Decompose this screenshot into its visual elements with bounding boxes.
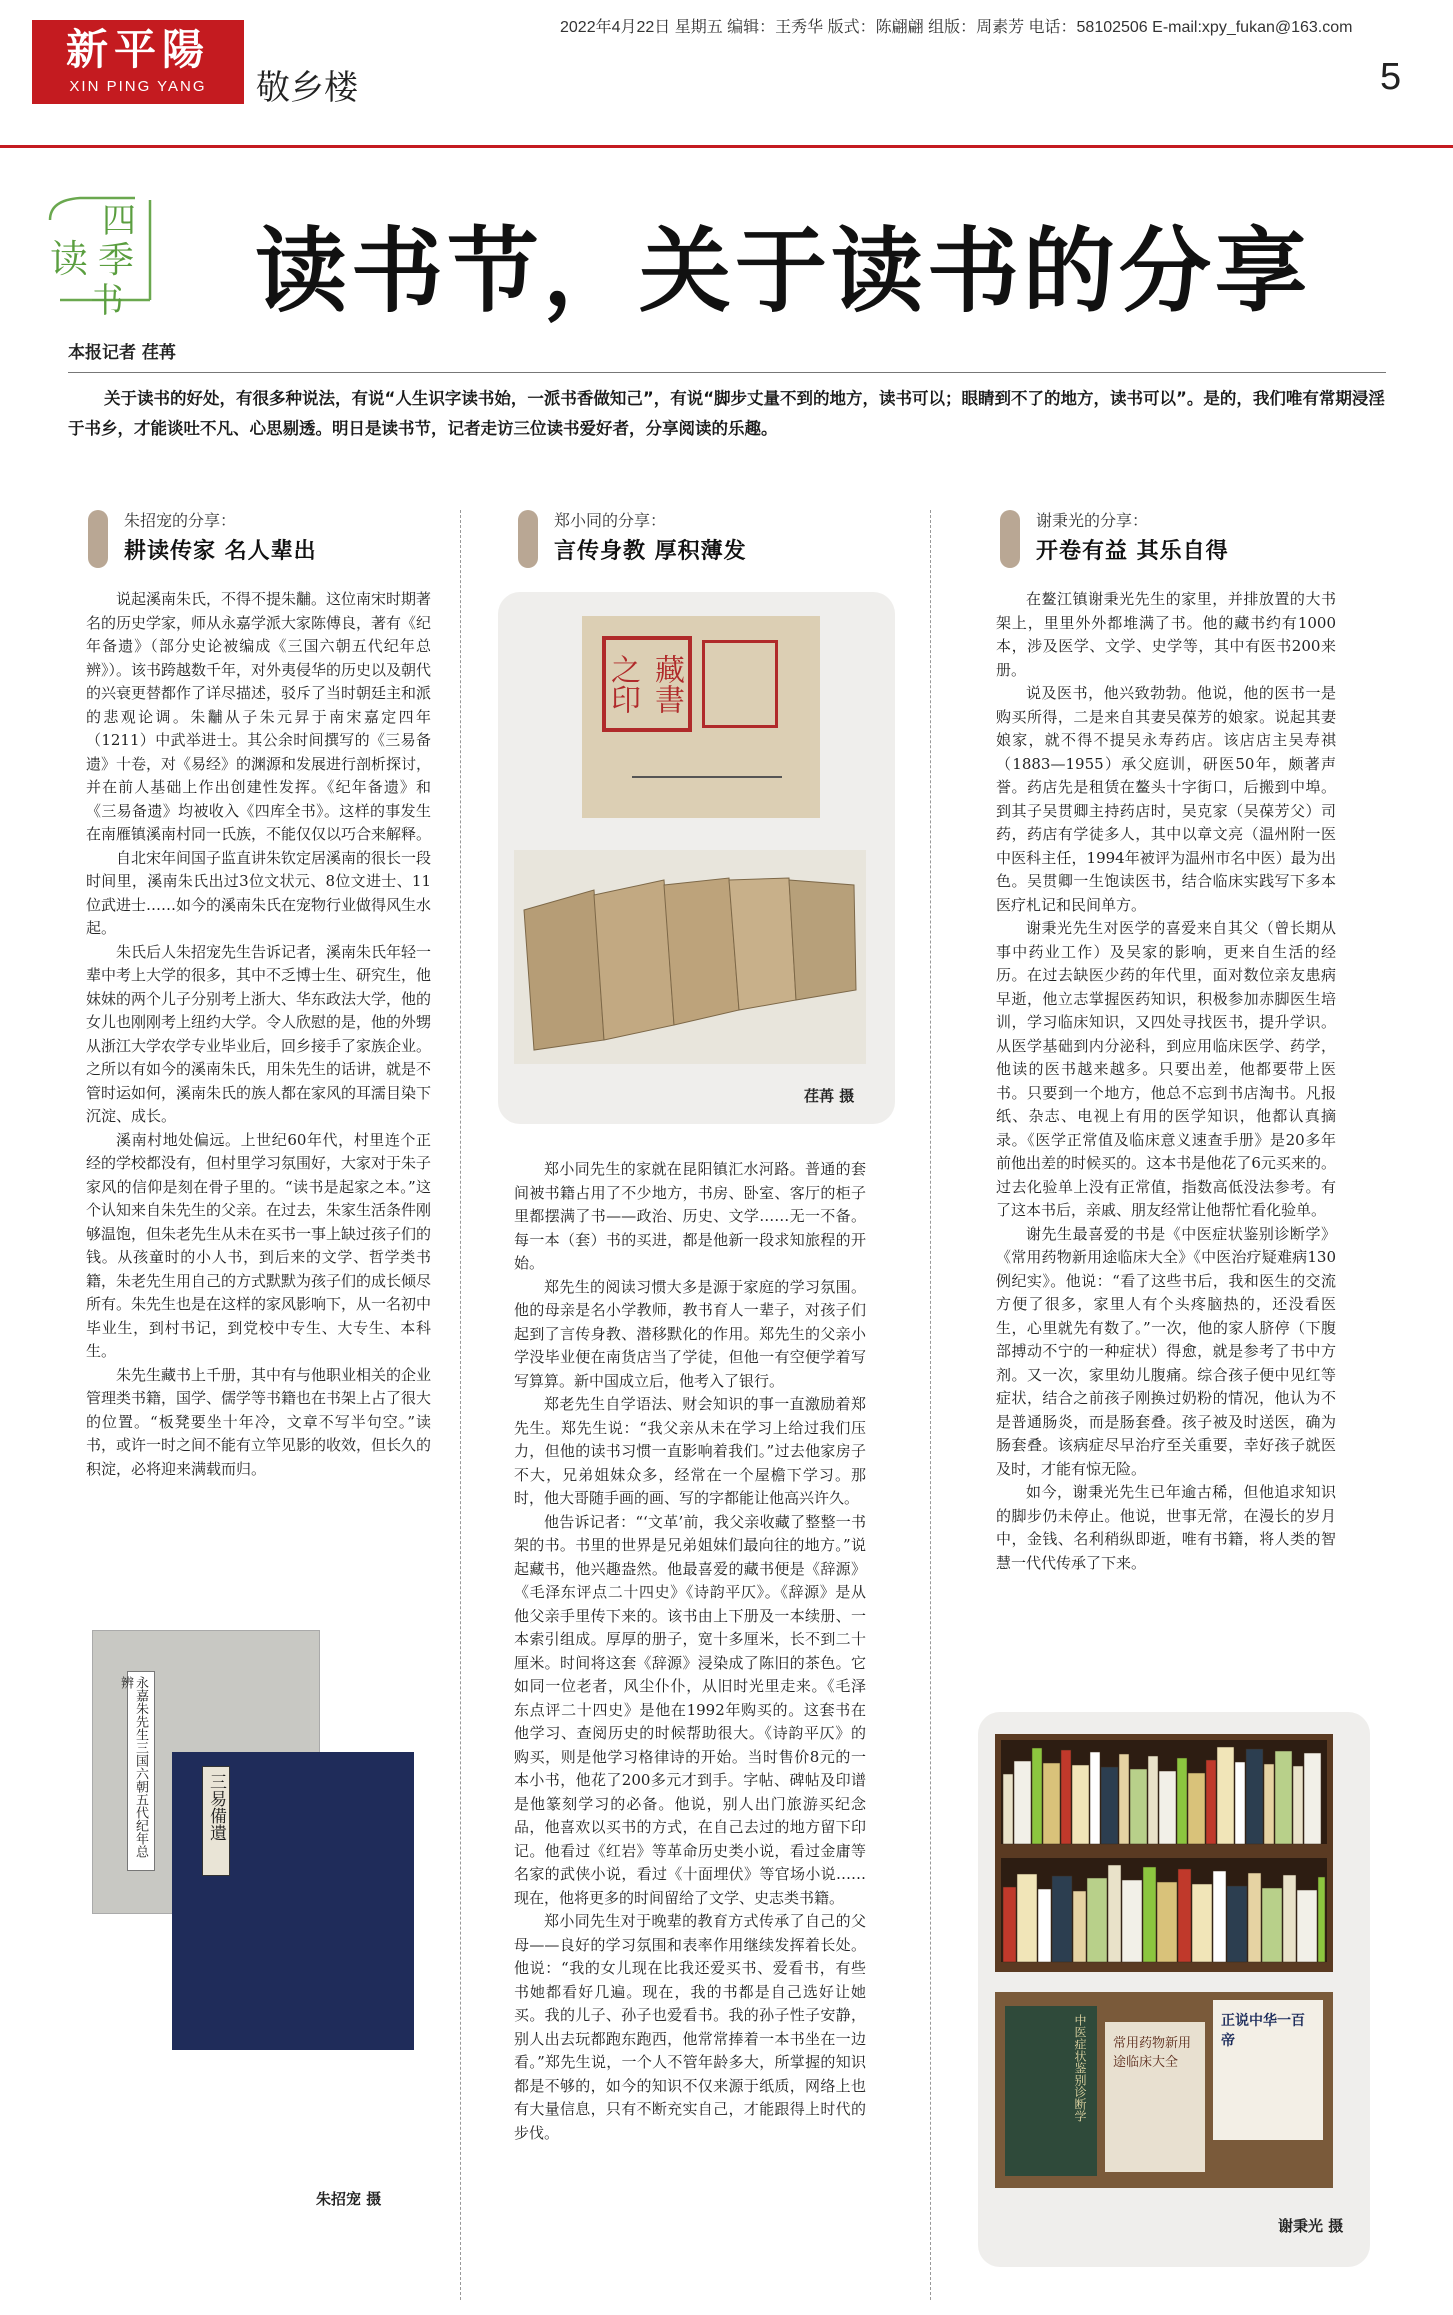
book-spine xyxy=(1275,1751,1292,1844)
seal-stamp: 藏書之印 xyxy=(602,636,692,732)
book-spine xyxy=(1248,1873,1261,1962)
book-spine xyxy=(1213,1871,1226,1962)
column-tag xyxy=(1000,510,1020,568)
column-body xyxy=(996,588,1336,1575)
book-spine xyxy=(1235,1762,1245,1844)
paragraph: 在鳌江镇谢秉光先生的家里，并排放置的大书架上，里里外外都堆满了书。他的藏书约有1000本，涉及医学、文学、史学等，其中有医书200来册。 xyxy=(996,590,1336,679)
masthead-divider xyxy=(0,145,1453,148)
photo-caption: 谢秉光 摄 xyxy=(1278,2217,1344,2235)
book-spine xyxy=(1119,1754,1129,1844)
book-spine xyxy=(1206,1760,1216,1844)
book-spine xyxy=(1177,1758,1187,1844)
column-tag xyxy=(518,510,538,568)
svg-text:书: 书 xyxy=(90,281,124,321)
book-spine xyxy=(1061,1750,1071,1844)
book-spine xyxy=(1262,1888,1282,1962)
book-spine xyxy=(1014,1761,1031,1844)
book-spine xyxy=(1122,1880,1142,1962)
book-spine xyxy=(1003,1887,1016,1962)
book-spine xyxy=(1072,1765,1089,1844)
book-title-label: 三易備遺 xyxy=(202,1766,230,1876)
headline: 读书节，关于读书的分享 xyxy=(255,217,1312,325)
paragraph: 说起溪南朱氏，不得不提朱黼。这位南宋时期著名的历史学家，师从永嘉学派大家陈傅良，著有《纪年备遗》（部分史论被编成《三国六朝五代纪年总辨》）。该书跨越数千年，对外夷侵华的历史以及朝代的兴衰更替都作了详尽描述，驳斥了当时朝廷主和派的悲观论调。朱黼从子朱元昇于南宋嘉定四年（1211）中武举进士。其公余时间撰写的《三易备遗》十卷，对《易经》的渊源和发展进行剖析探讨，并在前人基础上作出创建性发挥。《纪年备遗》和《三易备遗》均被收入《四库全书》。这样的事发生在南雁镇溪南村同一氏族，不能仅仅以巧合来解释。 xyxy=(86,590,432,843)
paragraph: 他告诉记者：“‘文革’前，我父亲收藏了整整一书架的书。书里的世界是兄弟姐妹们最向往的地方。”说起藏书，他兴趣盎然。他最喜爱的藏书便是《辞源》《毛泽东评点二十四史》《诗韵平仄》。《辞源》是从他父亲手里传下来的。该书由上下册及一本续册、一本索引组成。厚厚的册子，宽十多厘米，长不到二十厘米。时间将这套《辞源》浸染成了陈旧的茶色。它如同一位老者，风尘仆仆，从旧时光里走来。《毛泽东点评二十四史》是他在1992年购买的。这套书在他学习、查阅历史的时候帮助很大。《诗韵平仄》的购买，则是他学习格律诗的开始。当时售价8元的一本小书，他花了200多元才到手。字帖、碑帖及印谱是他篆刻学习的必备。他说，别人出门旅游买纪念品，他喜欢以买书的方式，在自己去过的地方留下印记。他看过《红岩》等革命历史类小说，看过金庸等名家的武侠小说，看过《十面埋伏》等官场小说……现在，他将更多的时间留给了文学、史志类书籍。 xyxy=(514,1512,866,1907)
book-covers-photo xyxy=(995,1992,1333,2188)
book-title-label: 永嘉朱先生三国六朝五代纪年总辨 xyxy=(127,1671,155,1871)
book-spine xyxy=(1217,1747,1234,1844)
book-spine xyxy=(1178,1869,1191,1962)
book-cover: 正说中华一百帝 xyxy=(1213,2000,1323,2140)
book-spine xyxy=(1108,1865,1121,1962)
book-spine xyxy=(1192,1884,1212,1962)
book-spine xyxy=(1052,1876,1072,1962)
column-title: 开卷有益 其乐自得 xyxy=(1036,539,1229,564)
paragraph: 朱氏后人朱招宠先生告诉记者，溪南朱氏年轻一辈中考上大学的很多，其中不乏博士生、研究生，他妹妹的两个儿子分别考上浙大、华东政法大学，他的女儿也刚刚考上纽约大学。令人欣慰的是，他的外甥从浙江大学农学专业毕业后，回乡接手了家族企业。之所以有如今的溪南朱氏，用朱先生的话讲，就是不管时运如何，溪南朱氏的族人都在家风的耳濡目染下沉淀、成长。 xyxy=(86,942,432,1125)
book-spine xyxy=(1297,1890,1317,1962)
bookshelf-photo xyxy=(995,1734,1333,1972)
lede-paragraph: 关于读书的好处，有很多种说法，有说“人生识字读书始，一派书香做知己”，有说“脚步丈量不到的地方，读书可以；眼睛到不了的地方，读书可以”。是的，我们唯有常期浸淫于书乡，才能谈吐不凡、心思剔透。明日是读书节，记者走访三位读书爱好者，分享阅读的乐趣。 xyxy=(68,389,1385,438)
book-cover: 中医症状鉴别诊断学 xyxy=(1005,2006,1097,2176)
paragraph: 谢秉光先生对医学的喜爱来自其父（曾长期从事中药业工作）及吴家的影响，更来自生活的经历。在过去缺医少药的年代里，面对数位亲友患病早逝，他立志掌握医药知识，积极参加赤脚医生培训，学习临床知识，又四处寻找医书，提升学识。从医学基础到内分泌科，到应用临床医学、药学，他读的医书越来越多。只要出差，他都要带上医书。只要到一个地方，他总不忘到书店淘书。凡报纸、杂志、电视上有用的医学知识，他都认真摘录。《医学正常值及临床意义速查手册》是20多年前他出差的时候买的。这本书是他花了6元买来的。过去化验单上没有正常值，指数高低没法参考。有了这本书后，亲戚、朋友经常让他帮忙看化验单。 xyxy=(996,919,1336,1219)
seal-photo xyxy=(582,616,820,818)
book-spine xyxy=(1101,1767,1118,1844)
svg-text:四: 四 xyxy=(102,201,136,241)
newspaper-logo xyxy=(32,20,244,104)
book-spine xyxy=(1318,1877,1325,1962)
book-spine xyxy=(1043,1763,1060,1844)
seal-stamp-2 xyxy=(702,640,778,728)
paragraph: 郑老先生自学语法、财会知识的事一直激励着郑先生。郑先生说：“我父亲从未在学习上给过我们压力，但他的读书习惯一直影响着我们。”过去他家房子不大，兄弟姐妹众多，经常在一个屋檐下学习。那时，他大哥随手画的画、写的字都能让他高兴许久。 xyxy=(514,1395,866,1507)
column-tag xyxy=(88,510,108,568)
paragraph: 自北宋年间国子监直讲朱钦定居溪南的很长一段时间里，溪南朱氏出过3位文状元、8位文进士、11位武进士……如今的溪南朱氏在宠物行业做得风生水起。 xyxy=(86,848,432,937)
logo-chinese: 新平陽 xyxy=(65,25,210,74)
book-spine xyxy=(1017,1874,1037,1962)
paragraph: 郑小同先生对于晚辈的教育方式传承了自己的父母——良好的学习氛围和表率作用继续发挥着长处。他说：“我的女儿现在比我还爱买书、爱看书，有些书她都看好几遍。现在，我的书都是自己选好让她买。我的儿子、孙子也爱看书。我的孙子性子安静，别人出去玩都跑东跑西，他常常捧着一本书坐在一边看。”郑先生说，一个人不管年龄多大，所掌握的知识都是不够的，如今的知识不仅来源于纸质，网络上也有大量信息，只有不断充实自己，才能跟得上时代的步伐。 xyxy=(514,1912,866,2142)
paragraph: 谢先生最喜爱的书是《中医症状鉴别诊断学》《常用药物新用途临床大全》《中医治疗疑难病130例纪实》。他说：“看了这些书后，我和医生的交流方便了很多，家里人有个头疼脑热的，还没看医生，心里就先有数了。”一次，他的家人脐停（下腹部搏动不宁的一种症状）得愈，就是参考了书中方剂。又一次，家里幼儿腹痛。综合孩子便中见红等症状，结合之前孩子刚换过奶粉的情况，他认为不是普通肠炎，而是肠套叠。孩子被及时送医，确为肠套叠。该病症尽早治疗至关重要，幸好孩子就医及时，才能有惊无险。 xyxy=(996,1224,1336,1478)
book-spine xyxy=(1087,1878,1107,1962)
photo-caption: 荏苒 摄 xyxy=(804,1087,855,1105)
byline-rule xyxy=(68,372,1386,373)
section-name: 敬乡楼 xyxy=(256,68,358,108)
column-title: 言传身教 厚积薄发 xyxy=(554,539,747,564)
column-divider xyxy=(460,510,461,2300)
byline: 本报记者 荏苒 xyxy=(68,343,176,363)
paragraph: 如今，谢秉光先生已年逾古稀，但他追求知识的脚步仍未停止。他说，世事无常，在漫长的岁月中，金钱、名利稍纵即逝，唯有书籍，将人类的智慧一代代传承了下来。 xyxy=(996,1483,1336,1572)
book-spine xyxy=(1188,1773,1205,1844)
book-spine xyxy=(1157,1882,1177,1962)
column-subtitle: 郑小同的分享： xyxy=(554,511,667,530)
book-cover: 常用药物新用途临床大全 xyxy=(1105,2022,1205,2172)
svg-text:读: 读 xyxy=(50,237,89,281)
book-spine xyxy=(1304,1753,1321,1844)
old-books-photo xyxy=(514,850,866,1064)
book-spine xyxy=(1073,1891,1086,1962)
book-spine xyxy=(1227,1886,1247,1962)
column-subtitle: 谢秉光的分享： xyxy=(1036,511,1149,530)
column-body xyxy=(86,588,431,1481)
svg-text:季: 季 xyxy=(98,240,135,281)
book-spine xyxy=(1032,1748,1042,1844)
column-body xyxy=(514,1158,866,2145)
book-spine xyxy=(1264,1764,1274,1844)
signature-line xyxy=(632,776,782,778)
book-spine xyxy=(1143,1867,1156,1962)
column-title: 耕读传家 名人辈出 xyxy=(124,539,317,564)
page-number: 5 xyxy=(1380,56,1402,98)
book-spine xyxy=(1130,1769,1147,1844)
paragraph: 溪南村地处偏远。上世纪60年代，村里连个正经的学校都没有，但村里学习氛围好，大家对于朱子家风的信仰是刻在骨子里的。“读书是起家之本。”这个认知来自朱先生的父亲。在过去，朱家生活条件刚够温饱，但朱老先生从未在买书一事上缺过孩子们的钱。从孩童时的小人书，到后来的文学、哲学类书籍，朱老先生用自己的方式默默为孩子们的成长倾尽所有。朱先生也是在这样的家风影响下，从一名初中毕业生，到村书记，到党校中专生、大专生、本科生。 xyxy=(86,1130,432,1360)
paragraph: 朱先生藏书上千册，其中有与他职业相关的企业管理类书籍，国学、儒学等书籍也在书架上占了很大的位置。“板凳要坐十年冷，文章不写半句空。”读书，或许一时之间不能有立竿见影的收效，但长久的积淀，必将迎来满载而归。 xyxy=(86,1365,432,1478)
paragraph: 说及医书，他兴致勃勃。他说，他的医书一是购买所得，二是来自其妻吴葆芳的娘家。说起其妻娘家，就不得不提吴永寿药店。该店店主吴寿祺（1883—1955）承父庭训，研医50年，颇著声誉。药店先是租赁在鳌头十字街口，后搬到中埠。到其子吴贯卿主持药店时，吴克家（吴葆芳父）司药，药店有学徒多人，其中以章文亮（温州附一医中医科主任，1994年被评为温州市名中医）最为出色。吴贯卿一生饱读医书，结合临床实践写下多本医疗札记和民间单方。 xyxy=(996,684,1336,914)
column-subtitle: 朱招宠的分享： xyxy=(124,511,237,530)
paragraph: 郑先生的阅读习惯大多是源于家庭的学习氛围。他的母亲是名小学教师，教书育人一辈子，对孩子们起到了言传身教、潜移默化的作用。郑先生的父亲小学没毕业便在南货店当了学徒，但他一有空便学着写写算算。新中国成立后，他考入了银行。 xyxy=(514,1277,866,1390)
reading-season-logo-icon xyxy=(40,180,170,320)
book-spine xyxy=(1293,1766,1303,1844)
column-divider xyxy=(930,510,931,2300)
book-photo-sanyi xyxy=(172,1752,414,2050)
paragraph: 郑小同先生的家就在昆阳镇汇水河路。普通的套间被书籍占用了不少地方，书房、卧室、客厅的柜子里都摆满了书——政治、历史、文学……无一不备。每一本（套）书的买进，都是他新一段求知旅程的开始。 xyxy=(514,1160,866,1272)
book-spine xyxy=(1003,1774,1013,1844)
issue-info: 2022年4月22日 星期五 编辑：王秀华 版式：陈翩翩 组版：周素芳 电话：58102506 E-mail:xpy_fukan@163.com xyxy=(560,19,1353,36)
book-spine xyxy=(1148,1756,1158,1844)
book-spine xyxy=(1246,1749,1263,1844)
photo-caption: 朱招宠 摄 xyxy=(316,2190,382,2208)
book-spine xyxy=(1038,1889,1051,1962)
logo-english: XIN PING YANG xyxy=(69,78,207,95)
book-spine xyxy=(1090,1752,1100,1844)
book-spine xyxy=(1159,1771,1176,1844)
book-spine xyxy=(1283,1875,1296,1962)
